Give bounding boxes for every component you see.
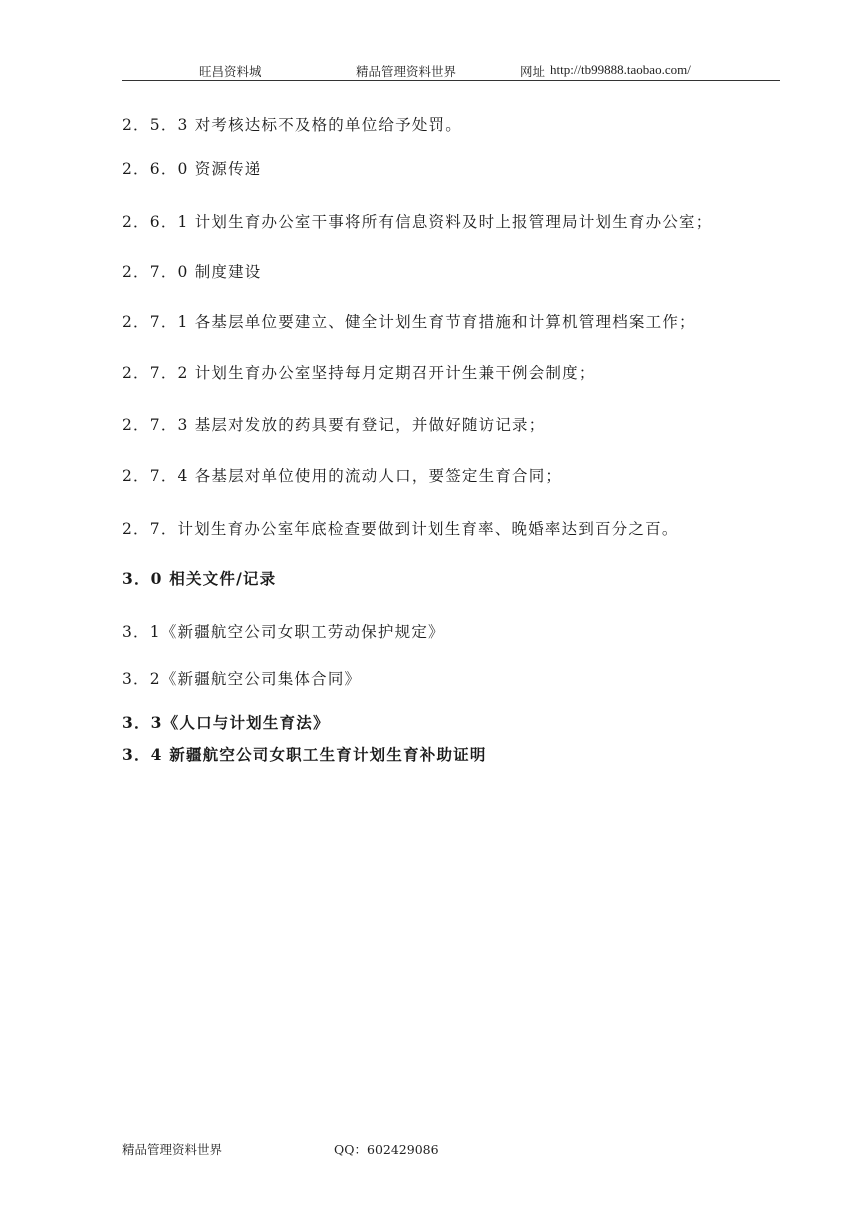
reference-3-3: 3．3《人口与计划生育法》 bbox=[122, 713, 330, 732]
clause-2-7-0: 2．7．0 制度建设 bbox=[122, 263, 262, 281]
page-header bbox=[122, 62, 780, 80]
reference-3-4: 3．4 新疆航空公司女职工生育计划生育补助证明 bbox=[122, 745, 487, 764]
header-rule bbox=[122, 80, 780, 81]
clause-2-7-3: 2．7．3 基层对发放的药具要有登记，并做好随访记录； bbox=[122, 416, 546, 434]
header-url-link[interactable]: http://tb99888.taobao.com/ bbox=[550, 62, 691, 77]
clause-2-7-4: 2．7．4 各基层对单位使用的流动人口，要签定生育合同； bbox=[122, 467, 563, 485]
clause-2-5-3: 2．5．3 对考核达标不及格的单位给予处罚。 bbox=[122, 116, 462, 134]
clause-2-7-x: 2．7．计划生育办公室年底检查要做到计划生育率、晚婚率达到百分之百。 bbox=[122, 520, 679, 538]
clause-2-6-0: 2．6．0 资源传递 bbox=[122, 160, 262, 178]
footer-qq: QQ：602429086 bbox=[334, 1142, 439, 1157]
section-3-0-heading: 3．0 相关文件/记录 bbox=[122, 569, 277, 588]
header-url-label: 网址 bbox=[520, 64, 546, 79]
clause-2-6-1: 2．6．1 计划生育办公室干事将所有信息资料及时上报管理局计划生育办公室； bbox=[122, 213, 713, 231]
reference-3-2: 3．2《新疆航空公司集体合同》 bbox=[122, 670, 362, 688]
header-shop-name: 旺昌资料城 bbox=[199, 64, 262, 79]
header-site-name: 精品管理资料世界 bbox=[356, 64, 457, 79]
clause-2-7-1: 2．7．1 各基层单位要建立、健全计划生育节育措施和计算机管理档案工作； bbox=[122, 313, 696, 331]
footer-site-name: 精品管理资料世界 bbox=[122, 1142, 223, 1157]
reference-3-1: 3．1《新疆航空公司女职工劳动保护规定》 bbox=[122, 623, 445, 641]
clause-2-7-2: 2．7．2 计划生育办公室坚持每月定期召开计生兼干例会制度； bbox=[122, 364, 596, 382]
